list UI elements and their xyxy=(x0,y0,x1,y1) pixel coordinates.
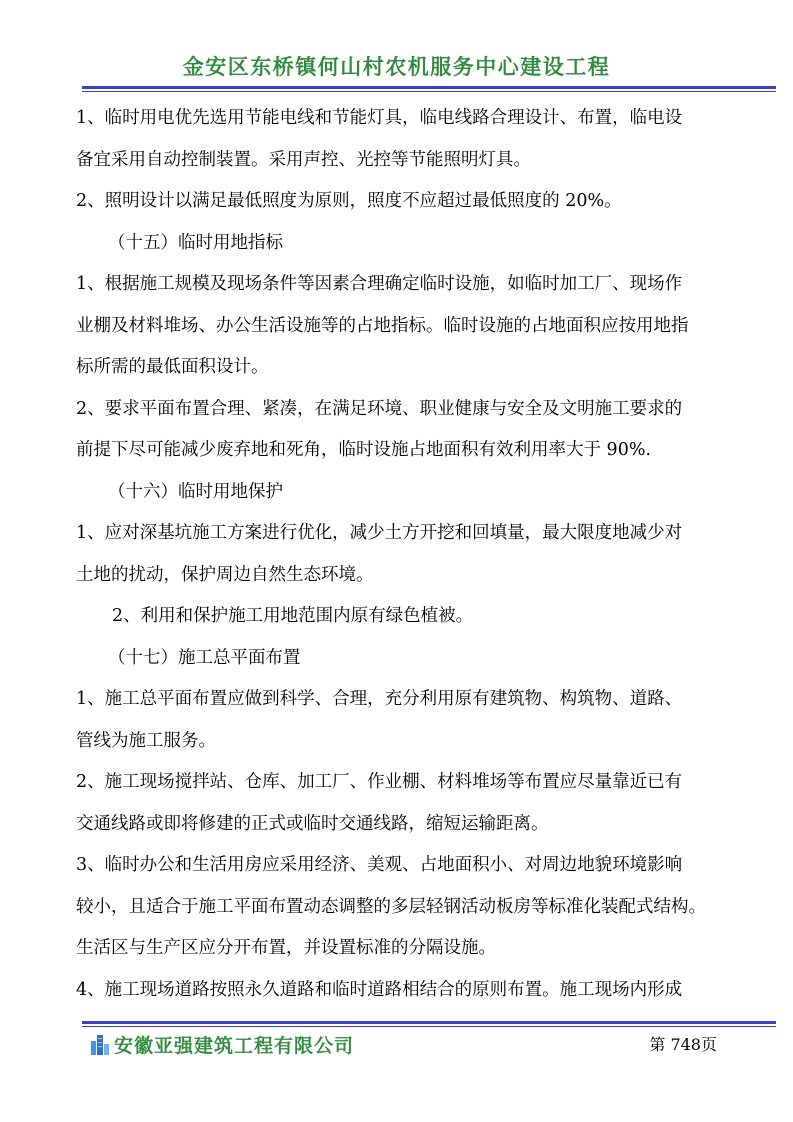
paragraph-line: 备宜采用自动控制装置。采用声控、光控等节能照明灯具。 xyxy=(76,149,531,170)
page-number: 第 748页 xyxy=(649,1035,717,1054)
paragraph-line: 标所需的最低面积设计。 xyxy=(76,357,269,377)
paragraph-line: 1、根据施工规模及现场条件等因素合理确定临时设施，如临时加工厂、现场作 xyxy=(76,274,683,294)
paragraph-line: 2、施工现场搅拌站、仓库、加工厂、作业棚、材料堆场等布置应尽量靠近已有 xyxy=(76,772,683,792)
paragraph-line: 2、利用和保护施工用地范围内原有绿色植被。 xyxy=(112,606,474,626)
section-heading: （十七）施工总平面布置 xyxy=(108,647,301,668)
paragraph-line: 业棚及材料堆场、办公生活设施等的占地指标。临时设施的占地面积应按用地指 xyxy=(76,315,689,336)
paragraph-line: 前提下尽可能减少废弃地和死角，临时设施占地面积有效利用率大于 90%. xyxy=(76,440,652,460)
footer-rule-thin xyxy=(82,1026,776,1027)
paragraph-line: 1、应对深基坑施工方案进行优化，减少土方开挖和回填量，最大限度地减少对 xyxy=(76,523,683,543)
page-header-title: 金安区东桥镇何山村农机服务中心建设工程 xyxy=(182,55,611,79)
paragraph-line: 1、临时用电优先选用节能电线和节能灯具，临电线路合理设计、布置，临电设 xyxy=(76,108,683,128)
paragraph-line: 管线为施工服务。 xyxy=(76,730,216,751)
footer-rule xyxy=(82,1021,776,1024)
paragraph-line: 生活区与生产区应分开布置，并设置标准的分隔设施。 xyxy=(76,938,496,958)
header-rule xyxy=(82,86,776,89)
footer xyxy=(90,1030,730,1058)
body-text xyxy=(76,98,736,1011)
paragraph-line: 交通线路或即将修建的正式或临时交通线路，缩短运输距离。 xyxy=(76,813,549,834)
company-name: 安徽亚强建筑工程有限公司 xyxy=(114,1034,355,1057)
paragraph-line: 1、施工总平面布置应做到科学、合理，充分利用原有建筑物、构筑物、道路、 xyxy=(76,689,683,709)
paragraph-line: 2、照明设计以满足最低照度为原则，照度不应超过最低照度的 20%。 xyxy=(76,191,622,211)
section-heading: （十五）临时用地指标 xyxy=(108,232,283,253)
header-rule-thin xyxy=(82,91,776,92)
section-heading: （十六）临时用地保护 xyxy=(108,481,283,502)
paragraph-line: 较小，且适合于施工平面布置动态调整的多层轻钢活动板房等标准化装配式结构。 xyxy=(76,896,706,917)
paragraph-line: 2、要求平面布置合理、紧凑，在满足环境、职业健康与安全及文明施工要求的 xyxy=(76,398,683,419)
paragraph-line: 3、临时办公和生活用房应采用经济、美观、占地面积小、对周边地貌环境影响 xyxy=(76,855,683,875)
paragraph-line: 4、施工现场道路按照永久道路和临时道路相结合的原则布置。施工现场内形成 xyxy=(76,979,683,1000)
paragraph-line: 土地的扰动，保护周边自然生态环境。 xyxy=(76,564,374,585)
building-logo-icon xyxy=(90,1033,110,1055)
